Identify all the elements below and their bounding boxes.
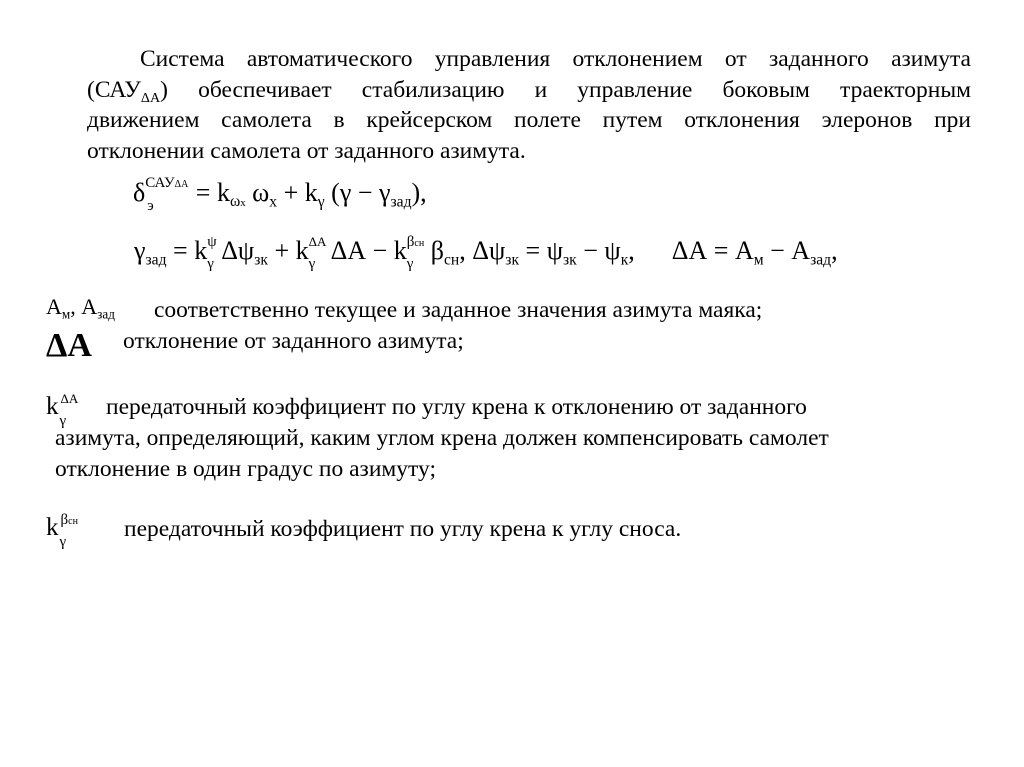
f2-psi-sub: зк <box>563 251 577 269</box>
formula-1 <box>133 175 427 218</box>
def-4-text: передаточный коэффициент по углу крена к углу сноса. <box>124 516 682 542</box>
f2-comma3: , <box>831 236 838 265</box>
def-4-symbol-sup-sub: сн <box>68 516 78 527</box>
f2-k1: k <box>194 236 208 265</box>
def-4-symbol-sub: γ <box>59 534 67 550</box>
def-1-symbol-a-sub: м <box>61 306 71 322</box>
f1-paren-open: ( <box>331 178 340 207</box>
def-1-symbol-a: А <box>46 294 62 319</box>
f2-eq2: = <box>525 236 541 265</box>
intro-line-1: Система автоматического управления отклонением от заданного азимута <box>140 46 971 72</box>
f2-plus: + <box>274 236 290 265</box>
f2-k1-sup: ψ <box>207 234 217 250</box>
f1-k-sub-omega: ω <box>229 193 241 211</box>
f1-k-sub-x: x <box>240 197 246 210</box>
f1-k2-sub: γ <box>317 193 325 211</box>
f2-term1-sub: зк <box>254 251 268 269</box>
f2-beta: β <box>430 236 445 265</box>
f2-k3-sup-beta: β <box>406 234 415 250</box>
f2-k3-sub: γ <box>406 256 414 272</box>
def-3-symbol <box>46 391 83 429</box>
f2-k3-sup-sub: сн <box>414 238 425 249</box>
f1-gamma: γ <box>339 178 352 207</box>
f2-psi2-sub: к <box>620 251 629 269</box>
def-1-text: соответственно текущее и заданное значения азимута маяка; <box>154 297 763 323</box>
def-1-symbol-b-sub: зад <box>97 306 115 322</box>
intro-line-2-start: (САУ <box>87 77 141 103</box>
f2-eq3: = <box>713 236 729 265</box>
f2-beta-sub: сн <box>444 251 460 269</box>
def-3-line-2: азимута, определяющий, каким углом крена должен компенсировать самолет <box>55 425 829 451</box>
def-4-symbol <box>46 512 83 550</box>
f2-gamma-sub: зад <box>145 251 167 269</box>
def-3-symbol-sub: γ <box>59 413 67 429</box>
formula-2 <box>134 236 838 275</box>
f2-term2: ΔА <box>330 236 367 265</box>
intro-line-3: движением самолета в крейсерском полете путем отклонения элеронов при <box>87 107 971 133</box>
f1-omega-sub: x <box>269 193 278 211</box>
f1-omega: ω <box>252 178 270 207</box>
intro-line-2-rest: ) обеспечивает стабилизацию и управление боковым траекторным <box>160 77 971 103</box>
f2-comma1: , <box>459 236 466 265</box>
def-2-text: отклонение от заданного азимута; <box>123 328 464 354</box>
f2-term1: Δψ <box>221 236 255 265</box>
intro-line-2-subscript: ΔА <box>140 89 161 106</box>
f2-gamma: γ <box>134 236 146 265</box>
f2-k2: k <box>295 236 309 265</box>
f1-delta-sup-text: САУ <box>145 175 175 191</box>
def-2-symbol: ΔA <box>46 327 92 364</box>
def-3-line-1: передаточный коэффициент по углу крена к отклонению от заданного <box>106 394 807 420</box>
f2-dA: ΔА <box>671 236 708 265</box>
def-4-symbol-k: k <box>46 514 59 541</box>
def-4-symbol-sup-beta: β <box>60 512 69 528</box>
f2-psi2: ψ <box>604 236 621 265</box>
f1-k2: k <box>304 178 318 207</box>
def-3-symbol-k: k <box>46 393 59 420</box>
def-1-symbol <box>46 292 115 330</box>
def-1-symbol-sep: , <box>70 294 82 319</box>
f2-dpsi-sub: зк <box>505 251 520 269</box>
f2-minus3: − <box>770 236 785 265</box>
f2-comma2: , <box>628 236 635 265</box>
f2-dpsi: Δψ <box>472 236 506 265</box>
f1-minus: − <box>357 178 373 207</box>
f1-delta-sup-sub: ΔА <box>174 179 189 190</box>
f1-delta-sub: э <box>147 198 154 214</box>
f1-eq: = <box>195 178 211 207</box>
f2-eq: = <box>173 236 188 265</box>
f1-gamma2-sub: зад <box>390 193 412 211</box>
f1-k-sub <box>230 193 246 210</box>
f2-k2-sub: γ <box>308 256 316 272</box>
f2-k3: k <box>393 236 407 265</box>
intro-line-4: отклонении самолета от заданного азимута. <box>87 138 526 164</box>
f2-k1-sub: γ <box>207 256 214 272</box>
f1-gamma2: γ <box>379 178 391 207</box>
def-1-symbol-b: А <box>81 294 98 319</box>
f1-delta: δ <box>133 178 146 207</box>
f2-minus2: − <box>583 236 598 265</box>
def-3-line-3: отклонение в один градус по азимуту; <box>55 456 436 482</box>
f1-paren-close: ), <box>411 178 427 207</box>
f2-minus: − <box>372 236 388 265</box>
f2-A2-sub: зад <box>810 251 832 269</box>
f2-A: А <box>734 236 754 265</box>
f2-k2-sup: ΔА <box>308 234 327 249</box>
f2-A-sub: м <box>753 251 764 269</box>
f1-k: k <box>216 178 230 207</box>
def-3-symbol-sup: ΔА <box>60 391 79 406</box>
f2-psi: ψ <box>546 236 563 265</box>
f2-A2: А <box>791 236 811 265</box>
f1-plus: + <box>283 178 299 207</box>
